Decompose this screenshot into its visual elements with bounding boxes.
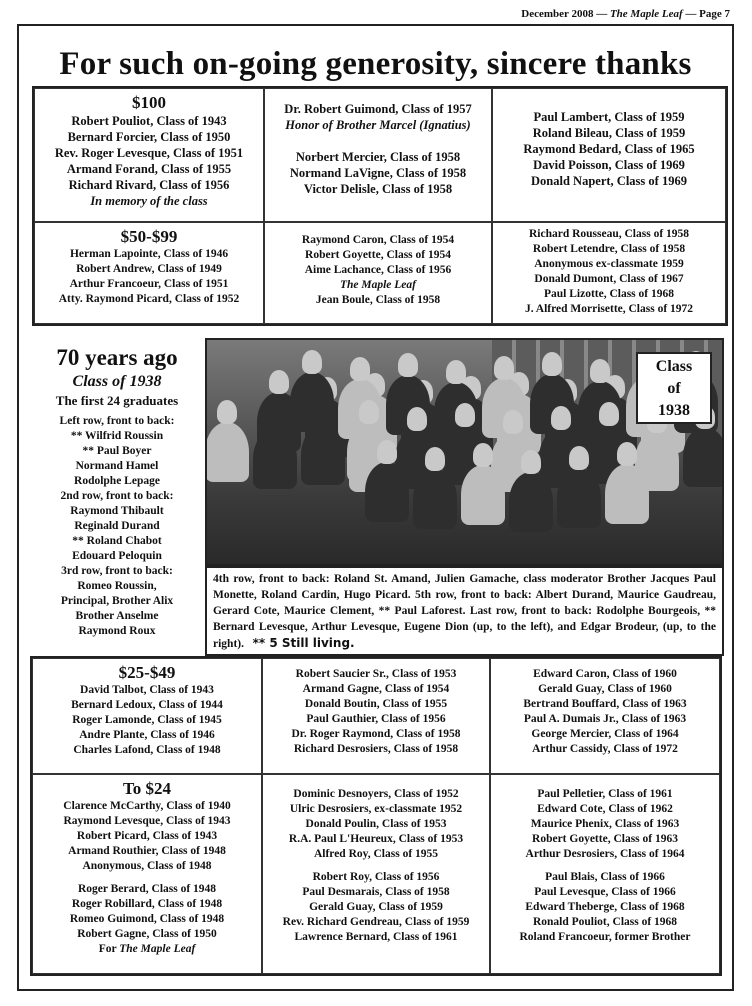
list-item: Robert Gagne, Class of 1950 [77, 928, 217, 940]
list-item: Romeo Guimond, Class of 1948 [69, 913, 225, 925]
person-body [290, 372, 334, 432]
page-frame [17, 24, 734, 991]
list-item: Rodolphe Lepage [74, 475, 160, 487]
person-figure [302, 350, 322, 374]
list-item: Paul A. Dumais Jr., Class of 1963 [523, 713, 687, 725]
donor-cell-24-c [490, 774, 720, 974]
person-body [683, 427, 724, 487]
donor-note: In memory of the class [90, 194, 208, 208]
person-body [461, 465, 505, 525]
donor-list [37, 247, 261, 307]
donor-list [265, 787, 487, 862]
person-body [413, 469, 457, 529]
person-figure [473, 443, 493, 467]
photo-label-line: 1938 [658, 402, 690, 419]
list-item: Robert Roy, Class of 1956 [312, 871, 440, 883]
list-item: Principal, Brother Alix [60, 595, 174, 607]
list-item: Norbert Mercier, Class of 1958 [295, 150, 461, 164]
donor-note: The Maple Leaf [119, 943, 196, 955]
donor-cell-100-c [492, 88, 726, 222]
donor-cell-50-a [34, 222, 264, 324]
list-item: Roger Lamonde, Class of 1945 [72, 714, 222, 726]
list-item: Gerald Guay, Class of 1959 [309, 901, 443, 913]
list-item: Raymond Caron, Class of 1954 [301, 234, 455, 246]
person-figure [551, 406, 571, 430]
list-item: Armand Routhier, Class of 1948 [68, 845, 226, 857]
list-item: Edward Caron, Class of 1960 [533, 668, 677, 680]
person-body [365, 462, 409, 522]
photo-caption [205, 566, 724, 656]
list-item: Alfred Roy, Class of 1955 [313, 848, 439, 860]
list-item: Rev. Richard Gendreau, Class of 1959 [282, 916, 470, 928]
list-item: Armand Forand, Class of 1955 [66, 162, 232, 176]
list-item: Richard Desrosiers, Class of 1958 [293, 743, 459, 755]
list-item: Raymond Levesque, Class of 1943 [63, 815, 231, 827]
list-item: Robert Goyette, Class of 1963 [532, 833, 678, 845]
list-item: ** Paul Boyer [82, 445, 152, 457]
page-title: For such on-going generosity, sincere thanks [59, 46, 692, 82]
list-item: Edward Theberge, Class of 1968 [525, 901, 685, 913]
donor-cell-50-c [492, 222, 726, 324]
donor-list [265, 667, 487, 757]
list-item: 2nd row, front to back: [60, 490, 174, 502]
person-figure [503, 410, 523, 434]
photo-label-line: of [667, 380, 681, 397]
tier-heading: $25-$49 [118, 663, 176, 682]
list-item: 3rd row, front to back: [61, 565, 173, 577]
person-figure [350, 357, 370, 381]
list-item: Bertrand Bouffard, Class of 1963 [523, 698, 687, 710]
list-item: David Talbot, Class of 1943 [80, 684, 214, 696]
list-item: Roland Bileau, Class of 1959 [532, 126, 686, 140]
photo-label-line: Class [655, 358, 693, 375]
list-item: Roland Francoeur, former Brother [519, 931, 691, 943]
tier-heading: $100 [132, 93, 166, 112]
list-item: Robert Andrew, Class of 1949 [76, 263, 222, 275]
person-figure [377, 440, 397, 464]
person-figure [569, 446, 589, 470]
list-item: Ulric Desrosiers, ex-classmate 1952 [289, 803, 463, 815]
list-item: Anonymous, Class of 1948 [82, 860, 212, 872]
list-item: Roger Robillard, Class of 1948 [71, 898, 223, 910]
list-item: Reginald Durand [74, 520, 160, 532]
list-item: Richard Rivard, Class of 1956 [68, 178, 230, 192]
feature-heading: 70 years ago [56, 345, 178, 370]
donor-list [265, 870, 487, 945]
donor-grid-top [32, 86, 728, 326]
list-item: David Poisson, Class of 1969 [533, 158, 685, 172]
for-text: For [98, 943, 120, 955]
donor-list [267, 233, 489, 278]
donor-grid-bottom [30, 656, 722, 976]
person-figure [590, 359, 610, 383]
person-figure [217, 400, 237, 424]
list-item: Raymond Roux [78, 625, 156, 637]
list-item: Arthur Cassidy, Class of 1972 [532, 743, 678, 755]
person-body [605, 464, 649, 524]
donor-entry [35, 942, 259, 957]
donor-cell-50-b [264, 222, 492, 324]
list-item: ** Roland Chabot [72, 535, 162, 547]
page-header: December 2008 — The Maple Leaf — Page 7 [521, 8, 730, 20]
donor-cell-24-b [262, 774, 490, 974]
list-item: Ronald Pouliot, Class of 1968 [532, 916, 678, 928]
list-item: Raymond Bedard, Class of 1965 [523, 142, 695, 156]
list-item: Bernard Ledoux, Class of 1944 [71, 699, 223, 711]
person-figure [617, 442, 637, 466]
person-figure [398, 353, 418, 377]
donor-note: Honor of Brother Marcel (Ignatius) [285, 118, 471, 132]
list-item: Donald Boutin, Class of 1955 [304, 698, 448, 710]
list-item: Gerald Guay, Class of 1960 [538, 683, 672, 695]
feature-sidebar [31, 344, 203, 639]
list-item: George Mercier, Class of 1964 [531, 728, 679, 740]
list-item: Rev. Roger Levesque, Class of 1951 [54, 146, 244, 160]
donor-list [35, 683, 259, 758]
list-item: Dr. Roger Raymond, Class of 1958 [291, 728, 461, 740]
person-body [509, 472, 553, 532]
donor-list [267, 149, 489, 197]
donor-list [495, 227, 723, 317]
donor-entry: Dr. Robert Guimond, Class of 1957 [284, 102, 472, 116]
list-item: Donald Dumont, Class of 1967 [534, 273, 684, 285]
list-item: Raymond Thibault [70, 505, 164, 517]
list-item: Normand Hamel [75, 460, 159, 472]
donor-list [493, 667, 717, 757]
person-figure [455, 403, 475, 427]
donor-list [493, 870, 717, 945]
list-item: Romeo Roussin, [77, 580, 157, 592]
person-body [557, 468, 601, 528]
list-item: Arthur Francoeur, Class of 1951 [69, 278, 229, 290]
caption-text: 4th row, front to back: Roland St. Amand, Julien Gamache, class moderator Brother Jacques Paul Monette, Roland Cardin, Hugo Picard. 5th row, front to back: Albert Durand, Maurice Gaudreau, Gerard Cote, Maurice Clement, ** Paul Laforest. Last row, front to back: Rodolphe Bourgeois, ** Bernard Levesque, Arthur Levesque, Eugene Dion (up, to the left), and Edgar Brodeur, (up, to the right). [213, 573, 716, 650]
list-item: Dominic Desnoyers, Class of 1952 [293, 788, 459, 800]
list-item: Paul Blais, Class of 1966 [545, 871, 665, 883]
person-figure [521, 450, 541, 474]
person-figure [599, 402, 619, 426]
issue-date: December 2008 [521, 8, 594, 20]
list-item: Aime Lachance, Class of 1956 [304, 264, 452, 276]
page-number: Page 7 [699, 8, 730, 20]
person-figure [407, 407, 427, 431]
list-item: Anonymous ex-classmate 1959 [534, 258, 684, 270]
list-item: Edouard Peloquin [72, 550, 162, 562]
person-figure [494, 356, 514, 380]
list-item: Robert Goyette, Class of 1954 [305, 249, 451, 261]
donor-list [493, 787, 717, 862]
tier-heading: To $24 [122, 779, 172, 798]
list-item: Paul Desmarais, Class of 1958 [302, 886, 450, 898]
list-item: Edward Cote, Class of 1962 [537, 803, 673, 815]
donor-cell-25-b [262, 658, 490, 774]
list-item: Arthur Desrosiers, Class of 1964 [525, 848, 685, 860]
photo-label [636, 352, 712, 424]
list-item: Robert Saucier Sr., Class of 1953 [295, 668, 457, 680]
donor-cell-100-b [264, 88, 492, 222]
list-item: Clarence McCarthy, Class of 1940 [63, 800, 231, 812]
donor-list [495, 109, 723, 189]
list-item: Victor Delisle, Class of 1958 [303, 182, 453, 196]
donor-list [35, 799, 259, 874]
donor-cell-100-a [34, 88, 264, 222]
donor-note: The Maple Leaf [339, 279, 416, 291]
list-item: Bernard Forcier, Class of 1950 [67, 130, 231, 144]
list-item: Maurice Phenix, Class of 1963 [530, 818, 680, 830]
person-body [205, 422, 249, 482]
feature-subheading: Class of 1938 [72, 373, 162, 390]
donor-cell-25-a [32, 658, 262, 774]
person-figure [542, 352, 562, 376]
list-item: Andre Plante, Class of 1946 [79, 729, 215, 741]
list-item: Paul Gauthier, Class of 1956 [306, 713, 446, 725]
list-item: Charles Lafond, Class of 1948 [73, 744, 221, 756]
list-item: Paul Lambert, Class of 1959 [533, 110, 685, 124]
list-item: Richard Rousseau, Class of 1958 [528, 228, 690, 240]
graduate-list [31, 414, 203, 639]
list-item: J. Alfred Morrisette, Class of 1972 [524, 303, 694, 315]
donor-cell-24-a [32, 774, 262, 974]
list-item: Paul Lizotte, Class of 1968 [543, 288, 674, 300]
list-item: Roger Berard, Class of 1948 [77, 883, 217, 895]
list-item: Donald Napert, Class of 1969 [531, 174, 687, 188]
list-item: Robert Picard, Class of 1943 [76, 830, 218, 842]
list-item: Paul Levesque, Class of 1966 [534, 886, 676, 898]
list-item: Brother Anselme [75, 610, 159, 622]
list-item: R.A. Paul L'Heureux, Class of 1953 [288, 833, 464, 845]
person-figure [359, 400, 379, 424]
list-item: Armand Gagne, Class of 1954 [302, 683, 450, 695]
feature-tagline: The first 24 graduates [55, 393, 179, 408]
person-figure [446, 360, 466, 384]
list-item: Lawrence Bernard, Class of 1961 [294, 931, 458, 943]
still-living-note: ** 5 Still living. [252, 636, 355, 650]
donor-list [37, 113, 261, 193]
tier-heading: $50-$99 [120, 227, 178, 246]
class-photo [205, 338, 724, 566]
donor-entry: Jean Boule, Class of 1958 [315, 294, 441, 306]
donor-list [35, 882, 259, 942]
person-figure [269, 370, 289, 394]
list-item: ** Wilfrid Roussin [70, 430, 164, 442]
list-item: Herman Lapointe, Class of 1946 [69, 248, 229, 260]
list-item: Robert Letendre, Class of 1958 [532, 243, 686, 255]
list-item: Left row, front to back: [59, 415, 175, 427]
list-item: Donald Poulin, Class of 1953 [305, 818, 447, 830]
person-figure [425, 447, 445, 471]
list-item: Paul Pelletier, Class of 1961 [537, 788, 673, 800]
list-item: Atty. Raymond Picard, Class of 1952 [58, 293, 240, 305]
list-item: Normand LaVigne, Class of 1958 [289, 166, 467, 180]
list-item: Robert Pouliot, Class of 1943 [71, 114, 227, 128]
donor-cell-25-c [490, 658, 720, 774]
publication-name: The Maple Leaf [609, 8, 683, 20]
